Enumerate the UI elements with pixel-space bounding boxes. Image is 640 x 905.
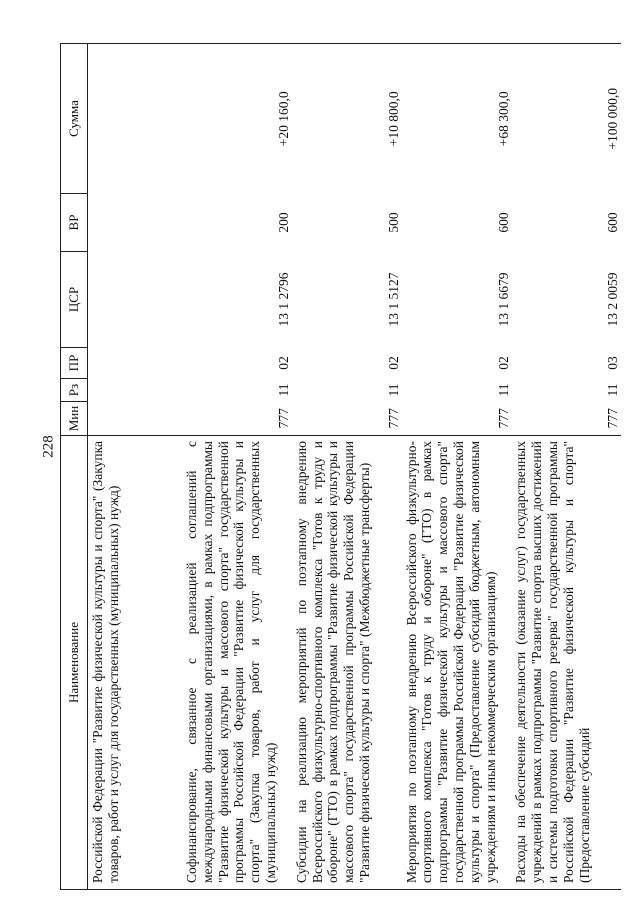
row-vr: 600 <box>605 212 621 233</box>
row-csr <box>88 252 183 348</box>
document-viewport <box>60 44 621 890</box>
row-pr: 02 <box>385 356 401 370</box>
table-row <box>292 44 402 890</box>
row-sum: +10 800,0 <box>292 44 402 194</box>
row-name: Расходы на обеспечение деятельности (оказание услуг) государственных учреждений в рамках подпрограммы "Развитие спорта высших достижений и системы подготовки спортивного резерва" государственной программы Российской Федерации "Развитие физической культуры и спорта" (Предоставление субсидий <box>511 436 621 890</box>
header-pr: ПР <box>61 348 88 379</box>
row-sum: +100 000,0 <box>511 44 621 194</box>
row-pr: 02 <box>276 356 291 370</box>
row-rz: 11 <box>605 383 621 397</box>
page-number: 228 <box>40 435 57 458</box>
row-pr: 02 <box>495 356 511 370</box>
rotated-page-content <box>60 44 621 890</box>
row-vr: 200 <box>276 212 291 233</box>
header-vr: ВР <box>61 194 88 252</box>
row-min: 777 <box>495 408 511 429</box>
header-min: Мин <box>61 402 88 436</box>
row-name: Мероприятия по поэтапному внедрению Всероссийского физкультурно-спортивного комплекса "Готов к труду и обороне" (ГТО) в рамках подпрограммы "Развитие физической культуры и массового спорта" государственной программы Российской Федерации "Развитие физической культуры и спорта" (Предоставление субсидий бюджетным, автономным учреждениям и иным некоммерческим организациям) <box>402 436 512 890</box>
row-sum: +20 160,0 <box>182 44 292 194</box>
row-min <box>88 402 183 436</box>
budget-table <box>60 43 621 890</box>
row-csr: 13 1 2796 <box>276 272 291 327</box>
table-row <box>182 44 292 890</box>
header-rz: Рз <box>61 379 88 402</box>
table-row <box>88 44 183 890</box>
row-name: Софинансирование, связанное с реализацией соглашений с международными финансовыми организациями, в рамках подпрограммы "Развитие физической культуры и массового спорта" государственной программы Российской Федерации "Развитие физической культуры и спорта" (Закупка товаров, работ и услуг для государственных (муниципальных) нужд) <box>182 436 292 890</box>
row-csr: 13 1 6679 <box>495 272 511 327</box>
row-name: Российской Федерации "Развитие физической культуры и спорта" (Закупка товаров, работ и услуг для государственных (муниципальных) нужд) <box>88 436 183 890</box>
row-csr: 13 1 5127 <box>385 272 401 327</box>
row-rz: 11 <box>495 383 511 397</box>
row-vr <box>88 194 183 252</box>
table-header-row <box>61 44 88 890</box>
row-csr: 13 2 0059 <box>605 272 621 327</box>
table-row <box>511 44 621 890</box>
header-sum: Сумма <box>61 44 88 194</box>
row-sum <box>88 44 183 194</box>
row-rz: 11 <box>385 383 401 397</box>
table-row <box>402 44 512 890</box>
header-csr: ЦСР <box>61 252 88 348</box>
row-vr: 500 <box>385 212 401 233</box>
row-pr: 03 <box>605 356 621 370</box>
header-name: Наименование <box>61 436 88 890</box>
row-name: Субсидии на реализацию мероприятий по поэтапному внедрению Всероссийского физкультурно-спортивного комплекса "Готов к труду и обороне" (ГТО) в рамках подпрограммы "Развитие физической культуры и массового спорта" государственной программы Российской Федерации "Развитие физической культуры и спорта" (Межбюджетные трансферты) <box>292 436 402 890</box>
row-pr <box>88 348 183 379</box>
row-rz <box>88 379 183 402</box>
row-vr: 600 <box>495 212 511 233</box>
row-sum: +68 300,0 <box>402 44 512 194</box>
row-min: 777 <box>385 408 401 429</box>
row-min: 777 <box>276 408 291 429</box>
row-min: 777 <box>605 408 621 429</box>
row-rz: 11 <box>276 383 291 397</box>
